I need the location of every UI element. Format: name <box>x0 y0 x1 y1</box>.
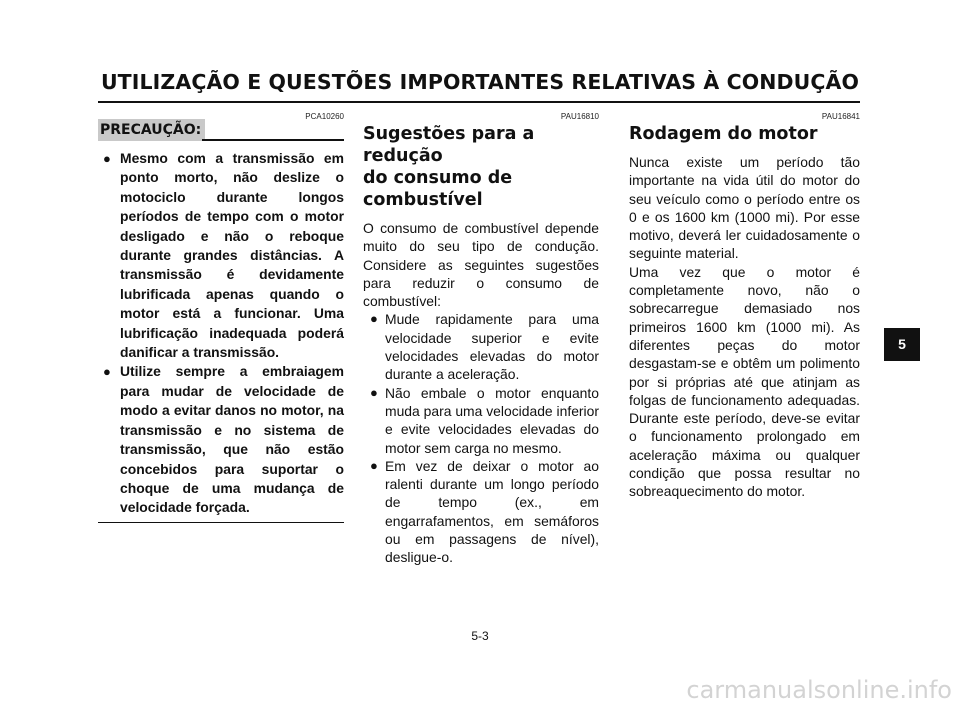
fuel-column <box>363 112 599 567</box>
fuel-intro: O consumo de combustível depende muito do seu tipo de condução. Considere as seguintes sugestões para reduzir o consumo de combustível: <box>363 220 599 310</box>
tip-text: Em vez de deixar o motor ao ralenti durante um longo período de tempo (ex., em engarrafamentos, em semáforos ou em passagens de nível), desligue-o. <box>385 457 599 566</box>
caution-label: PRECAUÇÃO: <box>98 119 205 141</box>
tip-text: Não embale o motor enquanto muda para uma velocidade inferior e evite velocidades elevadas do motor sem carga no mesmo. <box>385 384 599 456</box>
bullet-icon: ● <box>370 457 378 473</box>
breakin-paragraph-1: Nunca existe um período tão importante na vida útil do motor do seu veículo como o período entre os 0 e os 1600 km (1000 mi). Por esse motivo, deverá ler cuidadosamente o seguinte material. <box>629 154 860 262</box>
page-title: UTILIZAÇÃO E QUESTÕES IMPORTANTES RELATIVAS À CONDUÇÃO <box>100 70 860 94</box>
bullet-icon: ● <box>370 384 378 400</box>
chapter-tab: 5 <box>884 328 920 361</box>
caution-code: PCA10260 <box>305 112 344 121</box>
caution-item-text: Utilize sempre a embraiagem para mudar de velocidade de modo a evitar danos no motor, na transmissão e no sistema de transmissão, que não estão concebidos para suportar o choque de uma mudança de velocidade forçada. <box>120 363 344 516</box>
breakin-section-code: PAU16841 <box>821 112 860 121</box>
list-item <box>363 457 599 567</box>
list-item <box>363 384 599 457</box>
caution-item <box>98 149 344 362</box>
caution-item-text: Mesmo com a transmissão em ponto morto, não deslize o motociclo durante longos períodos de tempo com o motor desligado e não o reboque durante grandes distâncias. A transmissão é devidamente lubrificada apenas quando o motor está a funcionar. Uma lubrificação inadequada poderá danificar a transmissão. <box>120 150 344 361</box>
caution-heading <box>98 119 344 141</box>
fuel-section-title <box>363 123 599 211</box>
bullet-icon: ● <box>103 151 111 166</box>
caution-column <box>98 112 344 523</box>
caution-bottom-rule <box>98 522 344 524</box>
page-number: 5-3 <box>471 629 489 643</box>
breakin-section-title: Rodagem do motor <box>629 124 818 144</box>
bullet-icon: ● <box>370 311 378 327</box>
caution-item <box>98 362 344 517</box>
fuel-title-line1: Sugestões para a redução <box>363 124 535 166</box>
caution-top-rule <box>202 139 344 141</box>
breakin-column <box>629 112 860 501</box>
fuel-tips-list <box>363 310 599 566</box>
breakin-paragraph-2: Uma vez que o motor é completamente novo, não o sobrecarregue demasiado nos primeiros 1600 km (1000 mi). As diferentes peças do motor desgastam-se e obtêm um polimento por si próprias até que atinjam as folgas de funcionamento adequadas. Durante este período, deve-se evitar o funcionamento prolongado em aceleração máxima ou qualquer condição que possa resultar no sobreaquecimento do motor. <box>629 263 860 500</box>
watermark: carmanualsonline.info <box>686 676 952 704</box>
fuel-section-code: PAU16810 <box>560 112 599 121</box>
caution-list <box>98 149 344 518</box>
header-divider <box>98 101 860 103</box>
tip-text: Mude rapidamente para uma velocidade superior e evite velocidades elevadas do motor durante a aceleração. <box>385 311 599 383</box>
list-item <box>363 310 599 383</box>
fuel-title-line2: do consumo de combustível <box>363 168 513 210</box>
bullet-icon: ● <box>103 364 111 380</box>
